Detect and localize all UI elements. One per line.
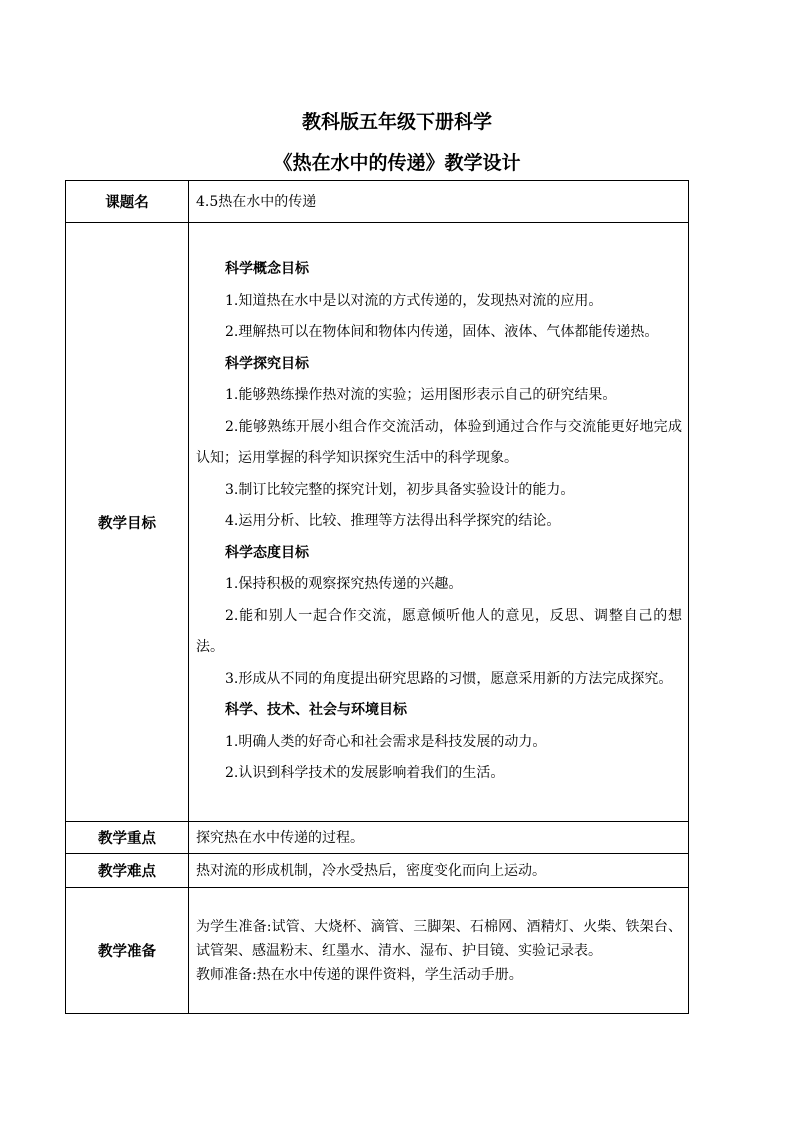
goals-content (189, 223, 689, 822)
lesson-plan-table (65, 180, 689, 1014)
topic-label: 课题名 (66, 181, 189, 223)
goal-item: 2.能和别人一起合作交流，愿意倾听他人的意见，反思、调整自己的想法。 (196, 607, 682, 656)
table-row-difficulty (66, 854, 689, 888)
goal-heading-attitude: 科学态度目标 (225, 544, 309, 561)
goal-item: 3.形成从不同的角度提出研究思路的习惯，愿意采用新的方法完成探究。 (225, 670, 673, 687)
goal-heading-concept: 科学概念目标 (225, 261, 309, 278)
difficulty-text: 热对流的形成机制，冷水受热后，密度变化而向上运动。 (196, 862, 546, 879)
focus-text: 探究热在水中传递的过程。 (196, 829, 364, 846)
goal-item: 2.理解热可以在物体间和物体内传递，固体、液体、气体都能传递热。 (225, 324, 659, 341)
document-title: 教科版五年级下册科学 (301, 111, 492, 133)
table-row-topic (66, 181, 689, 223)
table-row-goals (66, 223, 689, 822)
goals-label: 教学目标 (66, 223, 189, 822)
focus-value (189, 822, 689, 854)
document-subtitle: 《热在水中的传递》教学设计 (273, 152, 521, 174)
topic-value (189, 181, 689, 223)
goal-item: 1.知道热在水中是以对流的方式传递的，发现热对流的应用。 (225, 292, 603, 309)
topic-text: 4.5热在水中的传递 (196, 193, 317, 210)
goal-item: 1.明确人类的好奇心和社会需求是科技发展的动力。 (225, 733, 547, 750)
goal-heading-stse: 科学、技术、社会与环境目标 (225, 702, 407, 719)
goal-heading-inquiry: 科学探究目标 (225, 355, 309, 372)
goal-item: 2.能够熟练开展小组合作交流活动，体验到通过合作与交流能更好地完成认知；运用掌握的科学知识探究生活中的科学现象。 (196, 418, 682, 467)
goal-item: 1.保持积极的观察探究热传递的兴趣。 (225, 576, 463, 593)
difficulty-label: 教学难点 (66, 854, 189, 888)
difficulty-value (189, 854, 689, 888)
table-row-focus (66, 822, 689, 854)
goal-item: 1.能够熟练操作热对流的实验；运用图形表示自己的研究结果。 (225, 387, 617, 404)
prep-teacher-text: 教师准备:热在水中传递的课件资料，学生活动手册。 (196, 966, 523, 983)
prep-label: 教学准备 (66, 888, 189, 1014)
goal-item: 2.认识到科学技术的发展影响着我们的生活。 (225, 765, 505, 782)
prep-student-text: 为学生准备:试管、大烧杯、滴管、三脚架、石棉网、酒精灯、火柴、铁架台、试管架、感温粉末、红墨水、清水、湿布、护目镜、实验记录表。 (196, 918, 682, 959)
table-row-prep (66, 888, 689, 1014)
focus-label: 教学重点 (66, 822, 189, 854)
goal-item: 3.制订比较完整的探究计划，初步具备实验设计的能力。 (225, 481, 575, 498)
prep-content (189, 888, 689, 1014)
goal-item: 4.运用分析、比较、推理等方法得出科学探究的结论。 (225, 513, 561, 530)
